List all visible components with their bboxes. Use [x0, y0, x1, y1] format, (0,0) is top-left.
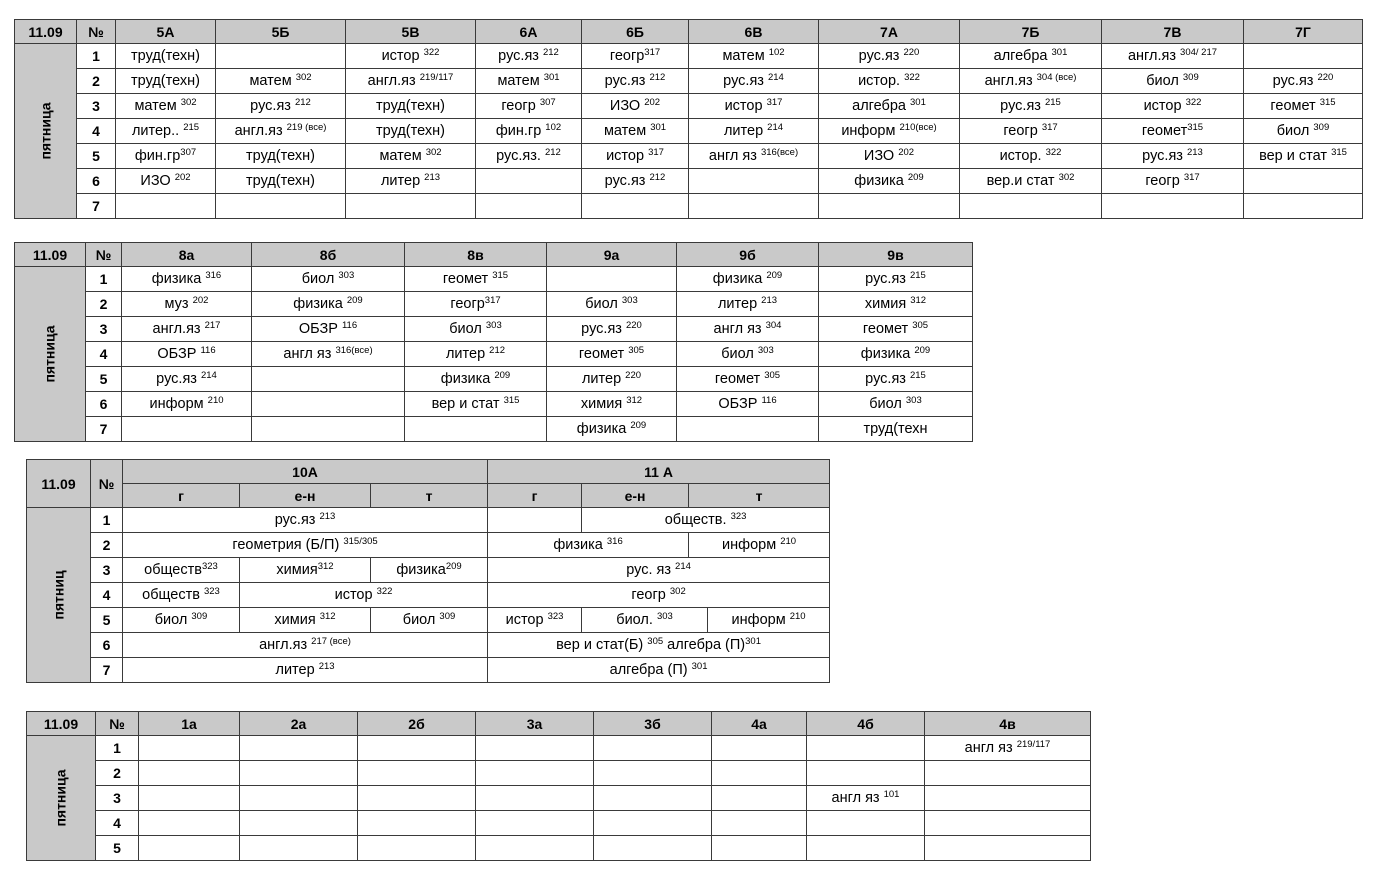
lesson-cell — [358, 811, 476, 836]
lesson-cell: труд(техн) — [216, 144, 346, 169]
lesson-cell: англ.яз $^{304 (все)}$ — [960, 69, 1102, 94]
lesson-cell — [689, 169, 819, 194]
lesson-cell: информ $^{210}$ — [708, 608, 830, 633]
lesson-cell — [807, 761, 925, 786]
class-header-10a: 10А — [123, 460, 488, 484]
lesson-row — [15, 267, 973, 292]
lesson-cell — [807, 811, 925, 836]
lesson-cell — [1102, 194, 1244, 219]
lesson-number: 4 — [86, 342, 122, 367]
profile-header: г — [123, 484, 240, 508]
lesson-cell: рус.яз $^{212}$ — [582, 169, 689, 194]
lesson-cell: рус.яз $^{215}$ — [819, 267, 973, 292]
number-header: № — [77, 20, 116, 44]
lesson-cell: ИЗО $^{202}$ — [819, 144, 960, 169]
lesson-cell — [122, 417, 252, 442]
lesson-cell: истор. $^{322}$ — [960, 144, 1102, 169]
profile-header: т — [689, 484, 830, 508]
class-header: 9а — [547, 243, 677, 267]
lesson-row — [15, 94, 1363, 119]
lesson-cell — [252, 417, 405, 442]
lesson-cell: матем $^{302}$ — [346, 144, 476, 169]
lesson-cell: истор $^{317}$ — [582, 144, 689, 169]
lesson-cell: физика $^{209}$ — [405, 367, 547, 392]
lesson-cell: химия $^{312}$ — [819, 292, 973, 317]
schedule-table-8-9 — [14, 242, 973, 442]
lesson-cell — [476, 194, 582, 219]
day-label: пятница — [15, 267, 86, 442]
lesson-cell: рус.яз $^{215}$ — [819, 367, 973, 392]
lesson-number: 7 — [91, 658, 123, 683]
lesson-cell — [712, 811, 807, 836]
class-header: 9в — [819, 243, 973, 267]
lesson-cell — [925, 761, 1091, 786]
lesson-cell: рус.яз $^{212}$ — [216, 94, 346, 119]
lesson-cell: англ.яз $^{217 (все)}$ — [123, 633, 488, 658]
lesson-cell: англ.яз $^{219/117}$ — [346, 69, 476, 94]
lesson-cell — [925, 786, 1091, 811]
lesson-row — [15, 144, 1363, 169]
lesson-cell: биол $^{303}$ — [547, 292, 677, 317]
lesson-cell — [240, 761, 358, 786]
class-header: 6Б — [582, 20, 689, 44]
lesson-cell: геогр $^{317}$ — [960, 119, 1102, 144]
class-header: 7Б — [960, 20, 1102, 44]
lesson-cell — [116, 194, 216, 219]
lesson-cell: труд(техн) — [116, 69, 216, 94]
lesson-cell — [582, 194, 689, 219]
lesson-row — [15, 417, 973, 442]
lesson-number: 4 — [91, 583, 123, 608]
lesson-cell — [240, 786, 358, 811]
lesson-cell — [807, 736, 925, 761]
lesson-row — [15, 342, 973, 367]
lesson-number: 1 — [86, 267, 122, 292]
lesson-cell: рус.яз $^{220}$ — [1244, 69, 1363, 94]
lesson-cell: физика $^{209}$ — [547, 417, 677, 442]
lesson-number: 2 — [91, 533, 123, 558]
lesson-cell: вер и стат $^{315}$ — [1244, 144, 1363, 169]
lesson-cell: литер $^{213}$ — [677, 292, 819, 317]
lesson-number: 6 — [77, 169, 116, 194]
lesson-cell: ИЗО $^{202}$ — [116, 169, 216, 194]
lesson-cell: литер $^{212}$ — [405, 342, 547, 367]
lesson-cell: труд(техн) — [116, 44, 216, 69]
lesson-cell: физика $^{209}$ — [677, 267, 819, 292]
lesson-cell — [476, 786, 594, 811]
lesson-cell: литер $^{213}$ — [346, 169, 476, 194]
lesson-row — [27, 836, 1091, 861]
lesson-cell: обществ. $^{323}$ — [582, 508, 830, 533]
lesson-row — [15, 194, 1363, 219]
lesson-row — [27, 786, 1091, 811]
lesson-cell — [139, 836, 240, 861]
lesson-cell: матем $^{301}$ — [476, 69, 582, 94]
lesson-number: 4 — [77, 119, 116, 144]
lesson-cell: биол $^{303}$ — [677, 342, 819, 367]
lesson-cell: геомет $^{305}$ — [819, 317, 973, 342]
lesson-cell — [594, 811, 712, 836]
lesson-cell: истор $^{322}$ — [346, 44, 476, 69]
lesson-number: 5 — [96, 836, 139, 861]
lesson-row — [15, 44, 1363, 69]
lesson-cell: истор $^{323}$ — [488, 608, 582, 633]
lesson-cell: геомет$^{315}$ — [1102, 119, 1244, 144]
lesson-cell: алгебра (П) $^{301}$ — [488, 658, 830, 683]
lesson-cell — [358, 736, 476, 761]
lesson-cell: геогр$^{317}$ — [582, 44, 689, 69]
lesson-cell — [252, 392, 405, 417]
class-header: 6А — [476, 20, 582, 44]
lesson-cell: геомет $^{315}$ — [1244, 94, 1363, 119]
date-header: 11.09 — [27, 460, 91, 508]
class-header: 4а — [712, 712, 807, 736]
lesson-cell: ОБЗР $^{116}$ — [677, 392, 819, 417]
date-header: 11.09 — [27, 712, 96, 736]
lesson-cell — [358, 836, 476, 861]
lesson-cell: физика $^{316}$ — [122, 267, 252, 292]
lesson-cell: муз $^{202}$ — [122, 292, 252, 317]
date-header: 11.09 — [15, 20, 77, 44]
lesson-cell: биол $^{303}$ — [252, 267, 405, 292]
lesson-number: 3 — [86, 317, 122, 342]
class-header: 7В — [1102, 20, 1244, 44]
lesson-cell: геогр $^{307}$ — [476, 94, 582, 119]
profile-header: е-н — [240, 484, 371, 508]
lesson-cell: геомет $^{305}$ — [547, 342, 677, 367]
lesson-number: 4 — [96, 811, 139, 836]
lesson-cell: физика $^{209}$ — [819, 342, 973, 367]
lesson-number: 3 — [91, 558, 123, 583]
day-label: пятница — [15, 44, 77, 219]
lesson-number: 5 — [91, 608, 123, 633]
class-header: 3а — [476, 712, 594, 736]
lesson-cell: ИЗО $^{202}$ — [582, 94, 689, 119]
lesson-cell: вер.и стат $^{302}$ — [960, 169, 1102, 194]
lesson-cell — [139, 811, 240, 836]
class-header: 8б — [252, 243, 405, 267]
lesson-cell — [139, 736, 240, 761]
lesson-cell: матем $^{302}$ — [116, 94, 216, 119]
lesson-cell — [1244, 44, 1363, 69]
lesson-cell: матем $^{102}$ — [689, 44, 819, 69]
lesson-cell: истор $^{322}$ — [240, 583, 488, 608]
day-label: пятниц — [27, 508, 91, 683]
lesson-cell: алгебра $^{301}$ — [819, 94, 960, 119]
lesson-cell: биол $^{309}$ — [123, 608, 240, 633]
lesson-row — [15, 392, 973, 417]
lesson-cell — [594, 736, 712, 761]
lesson-cell — [358, 761, 476, 786]
lesson-cell: химия $^{312}$ — [240, 608, 371, 633]
lesson-cell — [594, 836, 712, 861]
class-header: 2а — [240, 712, 358, 736]
lesson-cell: геомет $^{315}$ — [405, 267, 547, 292]
lesson-number: 1 — [77, 44, 116, 69]
number-header: № — [96, 712, 139, 736]
lesson-cell: англ яз $^{101}$ — [807, 786, 925, 811]
lesson-cell — [240, 811, 358, 836]
lesson-row — [27, 761, 1091, 786]
lesson-number: 6 — [86, 392, 122, 417]
lesson-cell: литер $^{213}$ — [123, 658, 488, 683]
lesson-cell: англ.яз $^{219 (все)}$ — [216, 119, 346, 144]
lesson-cell: биол. $^{303}$ — [582, 608, 708, 633]
lesson-cell: рус.яз $^{212}$ — [582, 69, 689, 94]
lesson-number: 3 — [77, 94, 116, 119]
number-header: № — [86, 243, 122, 267]
class-header: 5В — [346, 20, 476, 44]
lesson-cell — [216, 194, 346, 219]
lesson-cell: рус.яз $^{215}$ — [960, 94, 1102, 119]
lesson-cell: истор $^{317}$ — [689, 94, 819, 119]
lesson-cell: химия$^{312}$ — [240, 558, 371, 583]
lesson-cell — [712, 761, 807, 786]
lesson-cell — [1244, 169, 1363, 194]
lesson-cell: биол $^{309}$ — [1244, 119, 1363, 144]
lesson-number: 1 — [91, 508, 123, 533]
lesson-cell — [346, 194, 476, 219]
lesson-cell — [358, 786, 476, 811]
class-header: 4б — [807, 712, 925, 736]
lesson-cell — [819, 194, 960, 219]
lesson-cell: физика$^{209}$ — [371, 558, 488, 583]
lesson-cell: физика $^{209}$ — [252, 292, 405, 317]
date-header: 11.09 — [15, 243, 86, 267]
lesson-cell: информ $^{210}$ — [122, 392, 252, 417]
lesson-cell — [476, 811, 594, 836]
class-header: 8а — [122, 243, 252, 267]
lesson-row — [15, 292, 973, 317]
lesson-cell: информ $^{210(все)}$ — [819, 119, 960, 144]
lesson-cell — [252, 367, 405, 392]
schedule-table-1-4 — [26, 711, 1091, 861]
lesson-number: 6 — [91, 633, 123, 658]
lesson-cell: обществ $^{323}$ — [123, 583, 240, 608]
lesson-number: 2 — [86, 292, 122, 317]
lesson-cell — [594, 786, 712, 811]
lesson-cell: геогр $^{317}$ — [1102, 169, 1244, 194]
class-header: 7А — [819, 20, 960, 44]
lesson-cell — [712, 736, 807, 761]
lesson-cell: информ $^{210}$ — [689, 533, 830, 558]
lesson-cell: труд(техн — [819, 417, 973, 442]
lesson-cell: обществ$^{323}$ — [123, 558, 240, 583]
lesson-cell: труд(техн) — [346, 94, 476, 119]
lesson-cell — [925, 811, 1091, 836]
lesson-cell: литер $^{214}$ — [689, 119, 819, 144]
lesson-cell: истор. $^{322}$ — [819, 69, 960, 94]
lesson-cell: рус.яз $^{213}$ — [123, 508, 488, 533]
lesson-cell: труд(техн) — [346, 119, 476, 144]
lesson-cell — [139, 786, 240, 811]
class-header: 4в — [925, 712, 1091, 736]
lesson-cell — [139, 761, 240, 786]
lesson-cell — [547, 267, 677, 292]
profile-header: е-н — [582, 484, 689, 508]
lesson-cell — [476, 836, 594, 861]
lesson-cell — [712, 836, 807, 861]
lesson-cell: англ.яз $^{217}$ — [122, 317, 252, 342]
lesson-cell: биол $^{309}$ — [1102, 69, 1244, 94]
number-header: № — [91, 460, 123, 508]
class-header: 9б — [677, 243, 819, 267]
lesson-row — [15, 119, 1363, 144]
lesson-number: 1 — [96, 736, 139, 761]
lesson-cell: англ яз $^{316(все)}$ — [689, 144, 819, 169]
lesson-cell: англ яз $^{304}$ — [677, 317, 819, 342]
lesson-cell: $фин.гр^{307}$ — [116, 144, 216, 169]
class-header: 5А — [116, 20, 216, 44]
class-header: 6В — [689, 20, 819, 44]
lesson-cell: рус.яз $^{212}$ — [476, 44, 582, 69]
lesson-number: 5 — [86, 367, 122, 392]
lesson-cell: физика $^{316}$ — [488, 533, 689, 558]
lesson-cell: англ.яз $^{304/ 217}$ — [1102, 44, 1244, 69]
lesson-cell — [925, 836, 1091, 861]
class-header: 8в — [405, 243, 547, 267]
class-header: 1а — [139, 712, 240, 736]
lesson-cell: англ яз $^{219/117}$ — [925, 736, 1091, 761]
class-header-11a: 11 А — [488, 460, 830, 484]
lesson-cell: физика $^{209}$ — [819, 169, 960, 194]
lesson-cell: биол $^{309}$ — [371, 608, 488, 633]
lesson-cell: вер и стат(Б) $^{305}$ алгебра $(П)^{301}$ — [488, 633, 830, 658]
lesson-cell: рус.яз. $^{212}$ — [476, 144, 582, 169]
lesson-number: 5 — [77, 144, 116, 169]
lesson-cell: ОБЗР $^{116}$ — [252, 317, 405, 342]
lesson-cell — [240, 836, 358, 861]
lesson-number: 7 — [86, 417, 122, 442]
day-label: пятница — [27, 736, 96, 861]
class-header: 7Г — [1244, 20, 1363, 44]
lesson-cell: вер и стат $^{315}$ — [405, 392, 547, 417]
lesson-cell — [476, 169, 582, 194]
profile-header: г — [488, 484, 582, 508]
lesson-row — [15, 69, 1363, 94]
class-header: 5Б — [216, 20, 346, 44]
lesson-cell: алгебра $^{301}$ — [960, 44, 1102, 69]
class-header: 3б — [594, 712, 712, 736]
lesson-cell: англ яз $^{316(все)}$ — [252, 342, 405, 367]
lesson-cell: геометрия (Б/П) $^{315/305}$ — [123, 533, 488, 558]
lesson-cell — [689, 194, 819, 219]
lesson-cell: рус.яз $^{214}$ — [689, 69, 819, 94]
lesson-cell: истор $^{322}$ — [1102, 94, 1244, 119]
lesson-cell: биол $^{303}$ — [819, 392, 973, 417]
lesson-number: 7 — [77, 194, 116, 219]
schedule-table-5-7 — [14, 19, 1363, 219]
lesson-cell: ОБЗР $^{116}$ — [122, 342, 252, 367]
lesson-number: 2 — [96, 761, 139, 786]
lesson-cell: геогр $^{302}$ — [488, 583, 830, 608]
lesson-row — [27, 811, 1091, 836]
lesson-cell — [960, 194, 1102, 219]
lesson-number: 2 — [77, 69, 116, 94]
lesson-cell: геогр$^{317}$ — [405, 292, 547, 317]
lesson-cell: матем $^{302}$ — [216, 69, 346, 94]
lesson-cell: геомет $^{305}$ — [677, 367, 819, 392]
lesson-cell: рус.яз $^{214}$ — [122, 367, 252, 392]
schedule-table-10-11 — [26, 459, 830, 683]
lesson-cell — [488, 508, 582, 533]
lesson-row — [15, 317, 973, 342]
lesson-cell — [240, 736, 358, 761]
lesson-number: 3 — [96, 786, 139, 811]
lesson-cell: рус.яз $^{213}$ — [1102, 144, 1244, 169]
lesson-cell — [712, 786, 807, 811]
lesson-row — [27, 736, 1091, 761]
lesson-cell — [216, 44, 346, 69]
lesson-cell: литер.. $^{215}$ — [116, 119, 216, 144]
lesson-row — [15, 367, 973, 392]
lesson-cell: рус. яз $^{214}$ — [488, 558, 830, 583]
lesson-row — [15, 169, 1363, 194]
lesson-cell — [476, 761, 594, 786]
lesson-cell: фин.гр $^{102}$ — [476, 119, 582, 144]
lesson-cell — [594, 761, 712, 786]
lesson-cell: биол $^{303}$ — [405, 317, 547, 342]
lesson-cell: рус.яз $^{220}$ — [547, 317, 677, 342]
lesson-cell — [1244, 194, 1363, 219]
lesson-cell — [807, 836, 925, 861]
lesson-cell: матем $^{301}$ — [582, 119, 689, 144]
lesson-cell — [677, 417, 819, 442]
profile-header: т — [371, 484, 488, 508]
lesson-cell — [476, 736, 594, 761]
lesson-cell — [405, 417, 547, 442]
lesson-cell: труд(техн) — [216, 169, 346, 194]
lesson-cell: химия $^{312}$ — [547, 392, 677, 417]
lesson-cell: литер $^{220}$ — [547, 367, 677, 392]
lesson-cell: рус.яз $^{220}$ — [819, 44, 960, 69]
class-header: 2б — [358, 712, 476, 736]
